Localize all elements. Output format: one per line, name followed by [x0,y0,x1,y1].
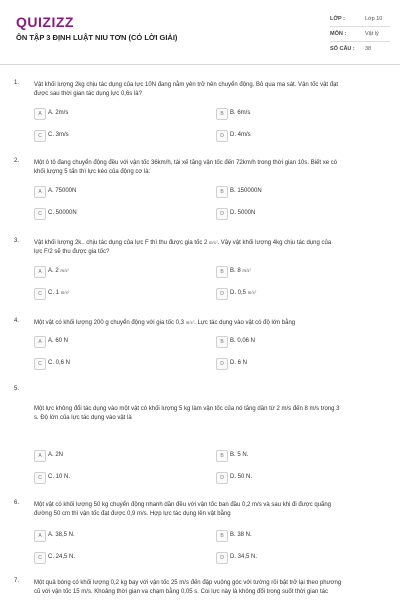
option-text [48,268,69,274]
worksheet-header [0,0,400,62]
option-letter: D [216,288,228,300]
option-letter: B [216,450,228,462]
option-letter: C [34,472,46,484]
option-text: C. 3m/s [48,132,69,138]
option-letter: B [216,108,228,120]
option-text: D. 6 N [230,360,248,366]
option-text [230,290,256,296]
meta-count-value: 38 [365,46,372,52]
question-number: 7. [14,578,20,584]
question-text-part: . Vậy vật khối lượng 4kg chịu tác dụng của [217,240,332,246]
question-text-line: Một quả bóng có khối lượng 0,2 kg bay với vận tốc 25 m/s đến đập vuông góc với tường rồi bật trở lại theo phương [34,580,342,586]
option-value: A. 2 [48,268,59,274]
question-number: 5. [14,386,20,392]
option-c[interactable] [34,288,212,300]
option-value: D. 0,5 [230,290,247,296]
option-text: C. 50000N [48,210,77,216]
option-letter: D [216,130,228,142]
question-text-part: Một vật có khối lượng 200 g chuyển động với gia tốc 0,3 [34,320,184,326]
option-d[interactable] [216,552,394,564]
option-d[interactable] [216,288,394,300]
option-text: D. 34,5 N. [230,554,258,560]
option-c[interactable] [34,130,212,142]
acceleration-unit: m/s² [185,321,195,326]
option-letter: A [34,266,46,278]
option-text: A. 2N [48,452,64,458]
option-letter: B [216,266,228,278]
option-letter: A [34,530,46,542]
option-b[interactable] [216,266,394,278]
question-text-line [34,318,392,329]
option-letter: B [216,336,228,348]
option-letter: D [216,552,228,564]
option-text: B. 6m/s [230,110,251,116]
option-b[interactable] [216,186,394,198]
option-text: B. 150000N [230,188,262,194]
option-letter: C [34,208,46,220]
option-unit: m/s² [60,291,70,296]
question-text-part: Vật khối lượng 2k.. chịu tác dụng của lực F thì thu được gia tốc 2 [34,240,208,246]
option-value: B. 8 [230,268,241,274]
question-text-line: Một vật có khối lượng 50 kg chuyển động nhanh dần đều với vận tốc ban đầu 0,2 m/s và sau khi đi được quãng [34,502,332,508]
option-text: B. 0,06 N [230,338,256,344]
option-text: C. 0,6 N [48,360,71,366]
option-a[interactable] [34,450,212,462]
option-letter: A [34,186,46,198]
option-text: D. 4m/s [230,132,251,138]
question-text-line: Một lực không đổi tác dụng vào một vật có khối lượng 5 kg làm vận tốc của nó tăng dần từ 2 m/s đến 8 m/s trong 3 [34,406,340,412]
option-text: C. 10 N. [48,474,71,480]
option-letter: B [216,186,228,198]
option-text: D. 50 N. [230,474,253,480]
meta-count-key: SỐ CÂU : [330,46,355,52]
option-a[interactable] [34,336,212,348]
question-text-line: Vật khối lượng 2kg chịu tác dụng của lực 10N đang nằm yên trở nên chuyển động. Bỏ qua ma sát. Vận tốc vật đạt [34,82,339,88]
option-c[interactable] [34,472,212,484]
option-c[interactable] [34,208,212,220]
option-a[interactable] [34,186,212,198]
acceleration-unit: m/s² [209,241,218,246]
option-unit: m/s² [247,291,257,296]
option-letter: A [34,108,46,120]
option-text: A. 38,5 N. [48,532,75,538]
option-letter: A [34,450,46,462]
option-text: A. 2m/s [48,110,69,116]
option-unit: m/s² [60,269,69,274]
option-a[interactable] [34,266,212,278]
option-text: B. 5 N. [230,452,249,458]
quizizz-logo: QUIZIZZ [16,14,74,30]
option-text: A. 60 N [48,338,69,344]
meta-subject-value: Vật lý [365,31,379,37]
meta-divider [330,41,390,42]
question-number: 1. [14,80,20,86]
header-divider [0,64,400,65]
option-c[interactable] [34,358,212,370]
question-text-line: cũ với vận tốc 15 m/s. Khoảng thời gian va chạm bằng 0,05 s. Coi lực này là không đổi trong suốt thời gian tác [34,589,328,595]
option-letter: A [34,336,46,348]
question-number: 2. [14,158,20,164]
question-text-line: được sau thời gian tác dụng lực 0,6s là? [34,91,142,97]
option-d[interactable] [216,208,394,220]
question-text-line: s. Độ lớn của lực tác dụng vào vật là [34,415,132,421]
meta-class-key: LỚP : [330,16,345,22]
question-text-line: đường 50 cm thì vận tốc đạt được 0,9 m/s. Hợp lực tác dụng lên vật bằng [34,511,231,517]
question-text-line: lực F/2 sẽ thu được gia tốc? [34,249,110,255]
option-letter: C [34,288,46,300]
option-b[interactable] [216,108,394,120]
option-b[interactable] [216,530,394,542]
option-text: C. 24,5 N. [48,554,76,560]
question-text-line: khối lượng 5 tấn thì lực kéo của động cơ là: [34,169,151,175]
question-number: 3. [14,238,20,244]
option-letter: B [216,530,228,542]
meta-subject-key: MÔN : [330,31,347,37]
option-d[interactable] [216,358,394,370]
option-value: C. 1 [48,290,60,296]
option-letter: D [216,208,228,220]
option-b[interactable] [216,336,394,348]
option-letter: C [34,358,46,370]
question-text-part: . Lực tác dụng vào vật có độ lớn bằng [194,320,296,326]
question-number: 6. [14,500,20,506]
option-letter: D [216,472,228,484]
option-c[interactable] [34,552,212,564]
question-text-line: Một ô tô đang chuyển động đều với vận tốc 36km/h, tài xế tăng vận tốc đến 72km/h trong thời gian 10s. Biết xe có [34,160,338,166]
worksheet-title: ÔN TẬP 3 ĐỊNH LUẬT NIU TƠN (CÓ LỜI GIẢI) [16,33,178,42]
meta-class-value: Lớp 10 [365,16,383,22]
option-text [230,268,251,274]
option-text: B. 38 N. [230,532,252,538]
option-d[interactable] [216,472,394,484]
option-letter: C [34,130,46,142]
option-text: A. 75000N [48,188,77,194]
option-a[interactable] [34,530,212,542]
option-text [48,290,69,296]
meta-divider [330,26,390,27]
option-a[interactable] [34,108,212,120]
option-b[interactable] [216,450,394,462]
option-unit: m/s² [242,269,251,274]
option-d[interactable] [216,130,394,142]
question-number: 4. [14,318,20,324]
option-text: D. 5000N [230,210,256,216]
option-letter: D [216,358,228,370]
option-letter: C [34,552,46,564]
